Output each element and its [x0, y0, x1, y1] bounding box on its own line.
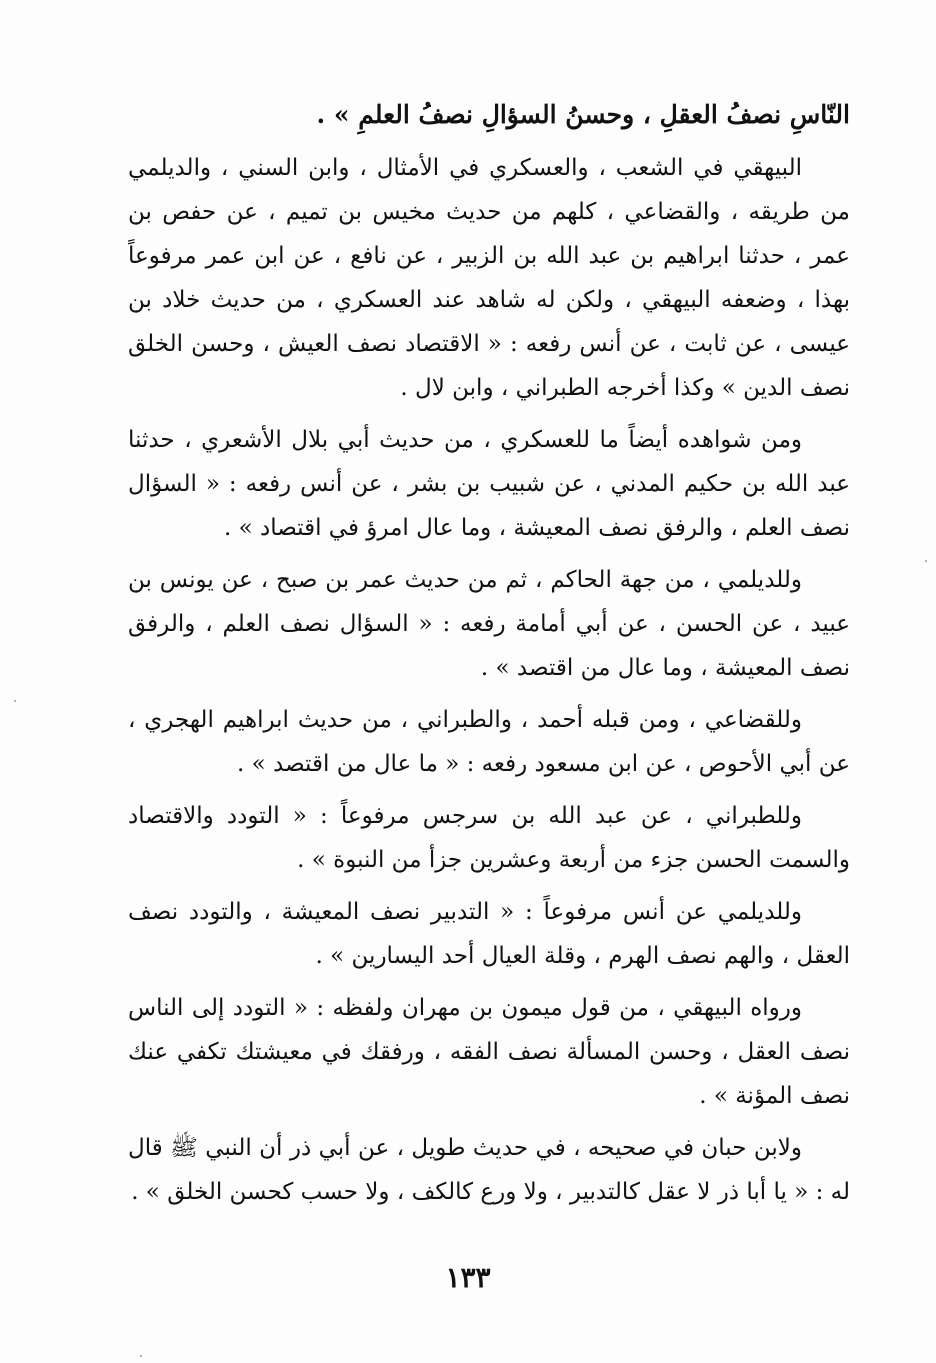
- paragraph-2: [128, 418, 850, 550]
- scan-speck: [925, 560, 927, 562]
- paragraph-4: [128, 698, 850, 786]
- paragraph-text: ومن شواهده أيضاً ما للعسكري ، من حديث أبي بلال الأشعري ، حدثنا عبد الله بن حكيم المدني ، عن شبيب بن بشر ، عن أنس رفعه : « السؤال نصف العلم ، والرفق نصف المعيشة ، وما عال امرؤ في اقتصاد » .: [128, 427, 850, 541]
- paragraph-6: [128, 890, 850, 978]
- page-body: [128, 92, 850, 1222]
- scan-speck: [140, 1355, 142, 1357]
- paragraph-text: وللطبراني ، عن عبد الله بن سرجس مرفوعاً : « التودد والاقتصاد والسمت الحسن جزء من أربعة وعشرين جزأ من النبوة » .: [128, 803, 850, 873]
- page-number: ١٣٣: [445, 1261, 491, 1294]
- paragraph-text: وللقضاعي ، ومن قبله أحمد ، والطبراني ، من حديث ابراهيم الهجري ، عن أبي الأحوص ، عن ابن مسعود رفعه : « ما عال من اقتصد » .: [128, 707, 850, 777]
- paragraph-text: البيهقي في الشعب ، والعسكري في الأمثال ، وابن السني ، والديلمي من طريقه ، والقضاعي ، كلهم من حديث مخيس بن تميم ، عن حفص بن عمر ، حدثنا ابراهيم بن عبد الله بن الزبير ، عن نافع ، عن ابن عمر مرفوعاً بهذا ، وضعفه البيهقي ، ولكن له شاهد عند العسكري ، من حديث خلاد بن عيسى ، عن ثابت ، عن أنس رفعه : « الاقتصاد نصف العيش ، وحسن الخلق نصف الدين » وكذا أخرجه الطبراني ، وابن لال .: [128, 155, 850, 401]
- paragraph-5: [128, 794, 850, 882]
- paragraph-7: [128, 986, 850, 1118]
- paragraph-text: ورواه البيهقي ، من قول ميمون بن مهران ولفظه : « التودد إلى الناس نصف العقل ، وحسن المسألة نصف الفقه ، ورفقك في معيشتك تكفي عنك نصف المؤنة » .: [128, 995, 850, 1109]
- paragraph-text: ولابن حبان في صحيحه ، في حديث طويل ، عن أبي ذر أن النبي ﷺ قال له : « يا أبا ذر لا عقل كالتدبير ، ولا ورع كالكف ، ولا حسب كحسن الخلق » .: [128, 1135, 850, 1205]
- paragraph-text: وللديلمي ، من جهة الحاكم ، ثم من حديث عمر بن صبح ، عن يونس بن عبيد ، عن الحسن ، عن أبي أمامة رفعه : « السؤال نصف العلم ، والرفق نصف المعيشة ، وما عال من اقتصد » .: [128, 567, 850, 681]
- scan-speck: [14, 700, 16, 702]
- paragraph-1: [128, 146, 850, 410]
- paragraph-3: [128, 558, 850, 690]
- paragraph-text: وللديلمي عن أنس مرفوعاً : « التدبير نصف المعيشة ، والتودد نصف العقل ، والهم نصف الهرم ، وقلة العيال أحد اليسارين » .: [128, 899, 850, 969]
- paragraph-8: [128, 1126, 850, 1214]
- page-heading-line: النّاسِ نصفُ العقلِ ، وحسنُ السؤالِ نصفُ العلمِ » .: [316, 100, 850, 129]
